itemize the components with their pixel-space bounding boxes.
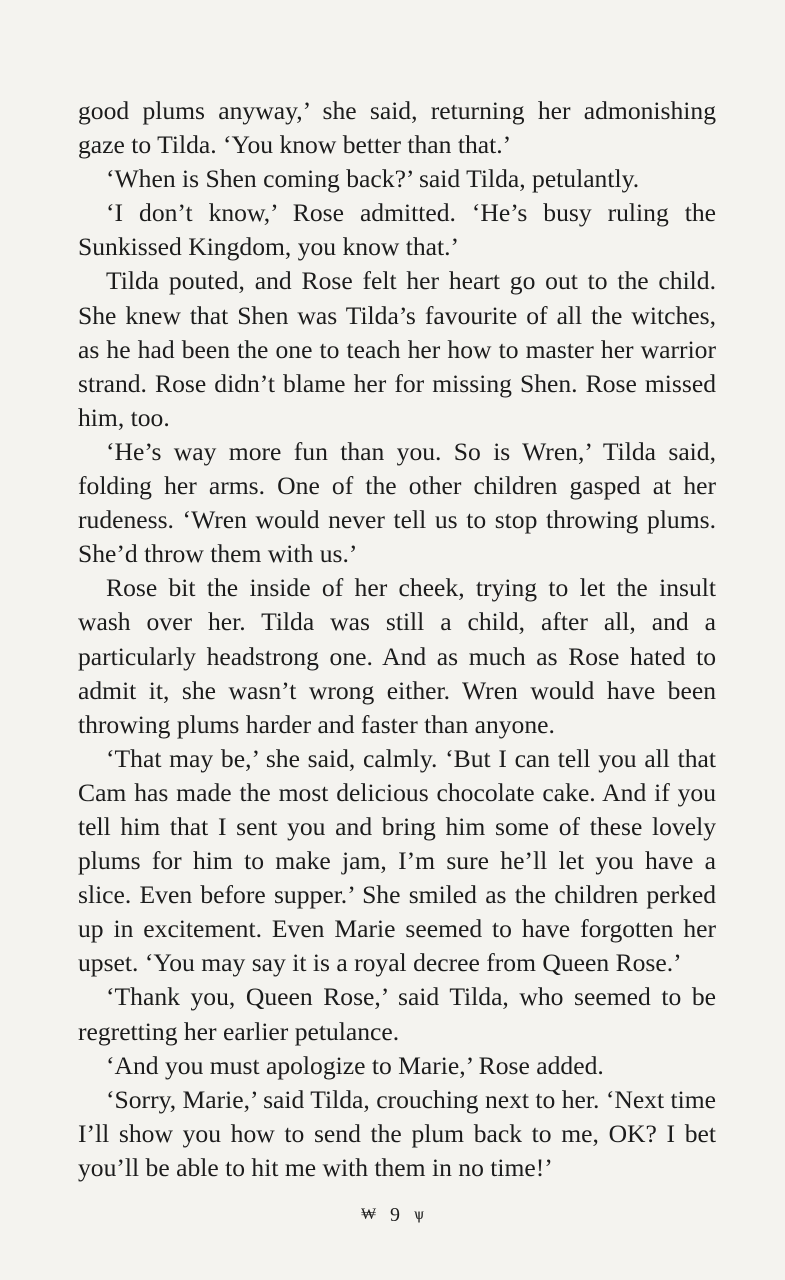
body-text (78, 94, 716, 1185)
paragraph-4: Tilda pouted, and Rose felt her heart go out to the child. She knew that Shen was Tilda’s favourite of all the witches, as he had been the one to teach her how to master her warrior strand. Rose didn’t blame her for missing Shen. Rose missed him, too. (78, 266, 716, 432)
paragraph-7: ‘That may be,’ she said, calmly. ‘But I can tell you all that Cam has made the most delicious chocolate cake. And if you tell him that I sent you and bring him some of these lovely plums for him to make jam, I’m sure he’ll let you have a slice. Even before supper.’ She smiled as the children perked up in excitement. Even Marie seemed to have forgotten her upset. ‘You may say it is a royal decree from Queen Rose.’ (78, 743, 716, 978)
page-footer (0, 1203, 785, 1227)
paragraph-8: ‘Thank you, Queen Rose,’ said Tilda, who seemed to be regretting her earlier petulance. (78, 982, 716, 1046)
paragraph-9: ‘And you must apologize to Marie,’ Rose added. (106, 1050, 604, 1080)
paragraph-6: Rose bit the inside of her cheek, trying to let the insult wash over her. Tilda was still a child, after all, and a particularly headstrong one. And as much as Rose hated to admit it, she wasn’t wrong either. Wren would have been throwing plums harder and faster than anyone. (78, 573, 716, 739)
page-number: 9 (390, 1203, 401, 1226)
paragraph-5: ‘He’s way more fun than you. So is Wren,’ Tilda said, folding her arms. One of the other children gasped at her rudeness. ‘Wren would never tell us to stop throwing plums. She’d throw them with us.’ (78, 436, 716, 569)
paragraph-10: ‘Sorry, Marie,’ said Tilda, crouching next to her. ‘Next time I’ll show you how to send the plum back to me, OK? I bet you’ll be able to hit me with them in no time!’ (78, 1084, 716, 1182)
paragraph-3: ‘I don’t know,’ Rose admitted. ‘He’s busy ruling the Sunkissed Kingdom, you know that.’ (78, 198, 716, 262)
ornament-left-icon: ₩ (360, 1206, 377, 1224)
ornament-right-icon: ѱ (414, 1206, 425, 1224)
paragraph-1: good plums anyway,’ she said, returning her admonishing gaze to Tilda. ‘You know better than that.’ (78, 96, 716, 160)
paragraph-2: ‘When is Shen coming back?’ said Tilda, petulantly. (106, 164, 640, 194)
